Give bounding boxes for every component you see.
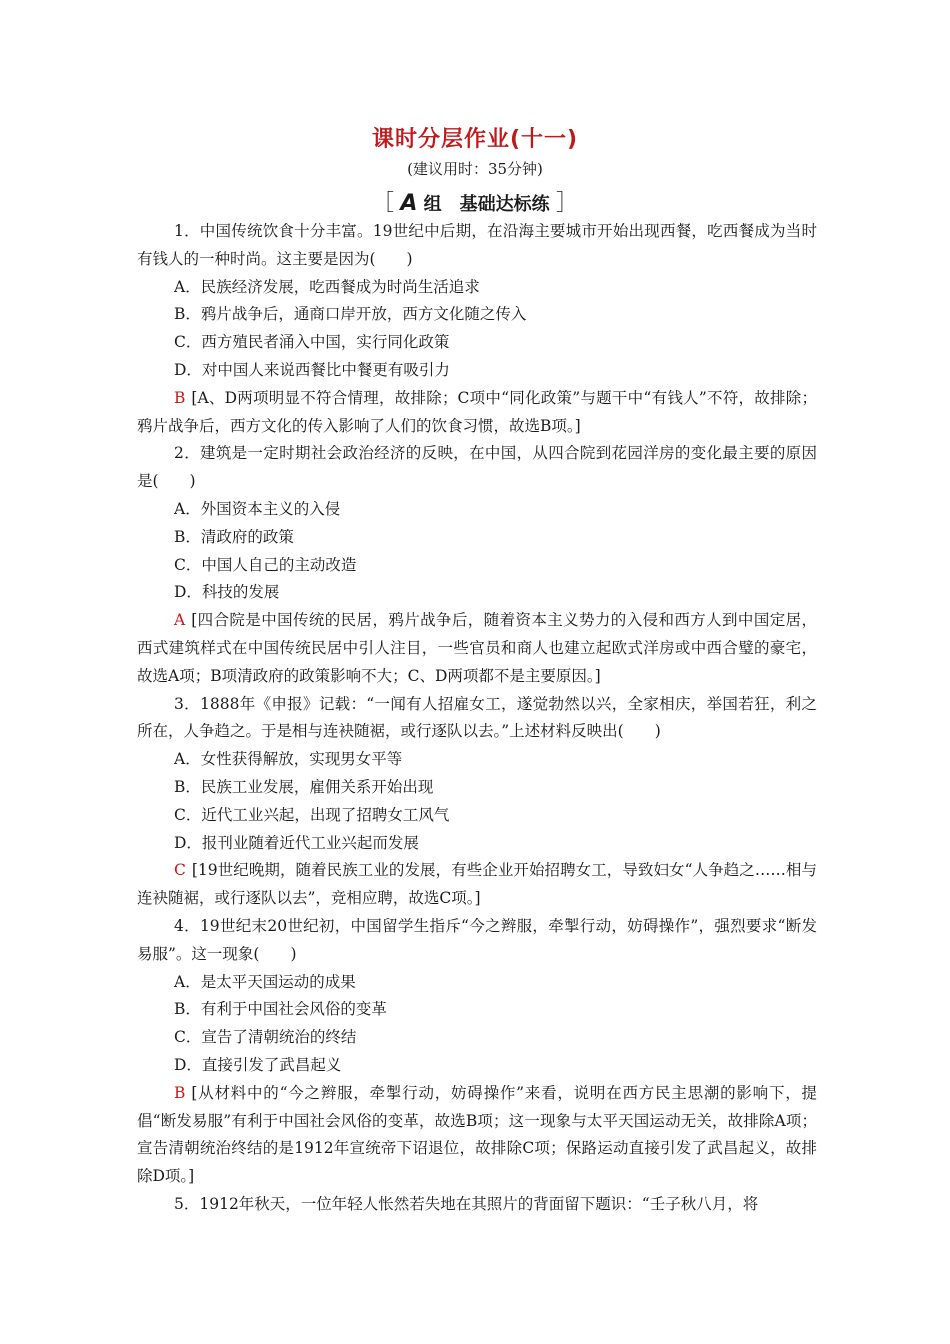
question-2-option-d: D．科技的发展 [174,583,280,602]
question-3-answer-letter: C [174,861,186,880]
question-3-option-a: A．女性获得解放，实现男女平等 [174,750,403,769]
question-list [137,218,817,1219]
question-4-option-a: A．是太平天国运动的成果 [174,972,356,991]
section-bracket-close: ］ [555,191,578,216]
question-2-option-b: B．清政府的政策 [174,527,294,546]
section-letter: A [400,191,418,216]
question-3-stem: 3．1888年《申报》记载：“一闻有人招雇女工，遂觉勃然以兴，全家相庆，举国若狂，利之所在，人争趋之。于是相与连袂随裾，或行逐队以去。”上述材料反映出( ) [137,694,817,741]
question-3-option-b: B．民族工业发展，雇佣关系开始出现 [174,777,434,796]
question-4-option-c: C．宣告了清朝统治的终结 [174,1028,357,1047]
question-2-answer-letter: A [174,611,186,630]
question-1-option-c: C．西方殖民者涌入中国，实行同化政策 [174,333,450,352]
question-1-stem: 1．中国传统饮食十分丰富。19世纪中后期，在沿海主要城市开始出现西餐，吃西餐成为当时有钱人的一种时尚。这主要是因为( ) [137,222,817,268]
question-2-option-c: C．中国人自己的主动改造 [174,555,357,574]
question-4-answer-letter: B [174,1083,186,1102]
question-1-answer [137,385,817,441]
question-1-explanation: [A、D两项明显不符合情理，故排除；C项中“同化政策”与题干中“有钱人”不符，故排除；鸦片战争后，西方文化的传入影响了人们的饮食习惯，故选B项。] [137,388,817,435]
section-heading [0,186,950,217]
suggested-time: (建议用时：35分钟) [407,160,543,178]
section-label: 组 基础达标练 [423,194,550,215]
question-3-option-c: C．近代工业兴起，出现了招聘女工风气 [174,805,450,824]
question-4-explanation: [从材料中的“今之辫服，牵掣行动，妨碍操作”来看，说明在西方民主思潮的影响下，提倡“断发易服”有利于中国社会风俗的变革，故选B项；这一现象与太平天国运动无关，故排除A项；宣告清朝统治终结的是1912年宣统帝下诏退位，故排除C项；保路运动直接引发了武昌起义，故排除D项。] [137,1083,817,1186]
question-1-option-b: B．鸦片战争后，通商口岸开放，西方文化随之传入 [174,305,527,324]
section-bracket-open: ［ [372,191,395,216]
question-4-answer [137,1080,817,1191]
page-title: 课时分层作业(十一) [371,127,579,152]
question-4-option-d: D．直接引发了武昌起义 [174,1055,342,1074]
question-1-answer-letter: B [174,388,186,407]
question-5-stem: 5．1912年秋天，一位年轻人怅然若失地在其照片的背面留下题识：“壬子秋八月，将 [174,1194,759,1213]
question-4-option-b: B．有利于中国社会风俗的变革 [174,1000,387,1019]
question-2-stem: 2．建筑是一定时期社会政治经济的反映，在中国，从四合院到花园洋房的变化最主要的原因是( ) [137,444,817,491]
question-3-explanation: [19世纪晚期，随着民族工业的发展，有些企业开始招聘女工，导致妇女“人争趋之……相与连袂随裾，或行逐队以去”，竞相应聘，故选C项。] [137,861,817,908]
question-1-option-d: D．对中国人来说西餐比中餐更有吸引力 [174,360,450,379]
question-4-stem: 4．19世纪末20世纪初，中国留学生指斥“今之辫服，牵掣行动，妨碍操作”，强烈要求“断发易服”。这一现象( ) [137,916,817,963]
question-3-answer [137,857,817,913]
question-2-answer [137,607,817,690]
question-3-option-d: D．报刊业随着近代工业兴起而发展 [174,833,419,852]
question-1-option-a: A．民族经济发展，吃西餐成为时尚生活追求 [174,277,480,296]
question-2-option-a: A．外国资本主义的入侵 [174,499,341,518]
question-2-explanation: [四合院是中国传统的民居，鸦片战争后，随着资本主义势力的入侵和西方人到中国定居，西式建筑样式在中国传统民居中引人注目，一些官员和商人也建立起欧式洋房或中西合璧的豪宅，故选A项；B项清政府的政策影响不大；C、D两项都不是主要原因。] [137,611,817,685]
